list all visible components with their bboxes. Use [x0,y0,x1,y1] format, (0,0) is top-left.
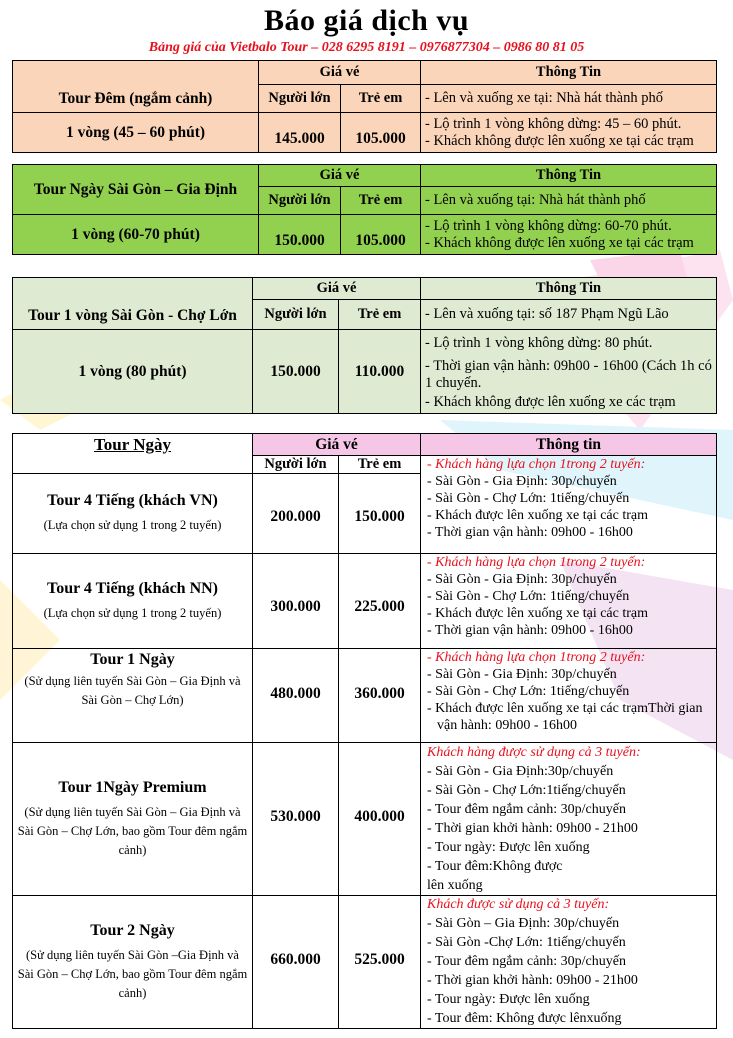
info-line: Khách hàng được sử dụng cả 3 tuyến: [427,745,641,760]
child-price: 105.000 [341,113,421,153]
tour-sg-cl-table [12,277,717,414]
thong-tin-header: Thông Tin [421,278,717,300]
tour-name: Tour 2 Ngày [90,921,175,939]
info-line: - Tour ngày: Được lên xuống [427,840,590,855]
info-line: - Khách hàng lựa chọn 1trong 2 tuyến: [427,650,646,665]
info-line: - Sài Gòn - Chợ Lớn:1tiếng/chuyến [427,783,626,798]
info-cell [421,456,717,554]
info-line: - Lên và xuống xe tại: Nhà hát thành phố [421,85,717,113]
page-title: Báo giá dịch vụ [263,4,470,37]
tour-note: (Sử dụng liên tuyến Sài Gòn – Gia Định và Sài Gòn – Chợ Lớn, bao gồm Tour đêm ngắm cảnh) [17,804,248,857]
tour-cell [13,896,253,1029]
info-line: - Tour đêm:Không được lên xuống [427,859,563,893]
info-line: - Sài Gòn - Chợ Lớn: 1tiếng/chuyến [427,589,630,604]
child-header: Trẻ em [339,300,421,330]
info-line: - Khách không được lên xuống xe tại các trạm [425,234,694,251]
tour-name: Tour 4 Tiếng (khách NN) [46,579,218,597]
info-line: - Tour đêm ngắm cảnh: 30p/chuyến [427,954,626,969]
info-line: - Lên và xuống tại: Nhà hát thành phố [421,187,717,215]
adult-price: 660.000 [253,896,339,1029]
adult-price: 300.000 [253,554,339,649]
adult-header: Người lớn [253,456,339,474]
info-line: - Sài Gòn – Gia Định: 30p/chuyến [427,916,620,931]
tour-cell [13,649,253,743]
adult-price: 200.000 [253,474,339,554]
tour-sg-gd-table [12,164,717,255]
info-cell [421,330,717,414]
child-price: 400.000 [339,743,421,896]
tour-name: Tour 1Ngày Premium [58,778,207,796]
child-price: 110.000 [339,330,421,414]
info-line: - Thời gian vận hành: 09h00 - 16h00 (Cách 1h có 1 chuyến. [425,358,712,391]
info-line: - Sài Gòn - Gia Định: 30p/chuyến [427,572,617,587]
info-line: - Sài Gòn - Chợ Lớn: 1tiếng/chuyến [427,684,630,699]
adult-price: 480.000 [253,649,339,743]
row-label: 1 vòng (60-70 phút) [13,215,259,255]
info-line: Khách được sử dụng cả 3 tuyến: [427,897,610,912]
child-header: Trẻ em [341,85,421,113]
child-price: 225.000 [339,554,421,649]
tour-ngay-table [12,433,717,1029]
info-line: - Khách không được lên xuống xe các trạm [425,394,676,410]
adult-price: 530.000 [253,743,339,896]
child-header: Trẻ em [339,456,421,474]
row-label: 1 vòng (45 – 60 phút) [13,113,259,153]
child-price: 525.000 [339,896,421,1029]
info-cell [421,113,717,153]
tour-cell [13,554,253,649]
tour-name: Tour 1 vòng Sài Gòn - Chợ Lớn [13,278,253,330]
adult-header: Người lớn [253,300,339,330]
info-line: - Tour ngày: Được lên xuống [427,992,590,1007]
tour-note: (Sử dụng liên tuyến Sài Gòn –Gia Định và Sài Gòn – Chợ Lớn, bao gồm Tour đêm ngắm cảnh) [17,947,248,1000]
info-line: - Khách được lên xuống xe tại các trạm [427,606,649,621]
child-price: 150.000 [339,474,421,554]
info-line: - Khách hàng lựa chọn 1trong 2 tuyến: [427,457,646,472]
tour-cell [13,474,253,554]
info-line: - Khách được lên xuống xe tại các trạmThời gian vận hành: 09h00 - 16h00 [427,701,703,733]
info-line: - Lộ trình 1 vòng không dừng: 80 phút. [425,335,653,351]
tour-note: (Sử dụng liên tuyến Sài Gòn – Gia Định và Sài Gòn – Chợ Lớn) [24,674,241,707]
info-line: - Sài Gòn - Chợ Lớn: 1tiếng/chuyến [427,491,630,506]
info-line: - Sài Gòn - Gia Định:30p/chuyến [427,764,614,779]
tour-name: Tour 4 Tiếng (khách VN) [47,492,218,509]
info-line: - Lộ trình 1 vòng không dừng: 60-70 phút. [425,217,672,234]
info-line: - Tour đêm ngắm cảnh: 30p/chuyến [427,802,626,817]
info-line: - Khách không được lên xuống xe tại các trạm [425,132,694,149]
thong-tin-header: Thông Tin [421,165,717,187]
adult-price: 150.000 [253,330,339,414]
child-header: Trẻ em [341,187,421,215]
info-line: - Thời gian khởi hành: 09h00 - 21h00 [427,973,638,988]
info-cell [421,649,717,743]
tour-name: Tour 1 Ngày [90,651,175,668]
info-line: - Khách hàng lựa chọn 1trong 2 tuyến: [427,555,646,570]
tour-dem-table [12,60,717,153]
child-price: 360.000 [339,649,421,743]
info-line: - Sài Gòn - Gia Định: 30p/chuyến [427,474,617,489]
info-line: - Sài Gòn -Chợ Lớn: 1tiếng/chuyến [427,935,626,950]
tour-name: Tour Đêm (ngắm cảnh) [13,61,259,113]
adult-header: Người lớn [259,187,341,215]
adult-header: Người lớn [259,85,341,113]
info-line: - Lộ trình 1 vòng không dừng: 45 – 60 phút. [425,115,682,132]
tour-ngay-header: Tour Ngày [94,435,171,454]
info-line: - Thời gian khởi hành: 09h00 - 21h00 [427,821,638,836]
page-subtitle: Bảng giá của Vietbalo Tour – 028 6295 8191 – 0976877304 – 0986 80 81 05 [148,40,585,55]
info-line: - Sài Gòn - Gia Định: 30p/chuyến [427,667,617,682]
info-cell [421,215,717,255]
tour-note: (Lựa chọn sử dụng 1 trong 2 tuyến) [43,518,222,532]
info-line: - Lên và xuống tại: số 187 Phạm Ngũ Lão [421,300,717,330]
row-label: 1 vòng (80 phút) [13,330,253,414]
gia-ve-header: Giá vé [259,165,421,187]
adult-price: 145.000 [259,113,341,153]
adult-price: 150.000 [259,215,341,255]
thong-tin-header: Thông tin [421,434,717,456]
child-price: 105.000 [341,215,421,255]
table-header-cell [13,434,253,474]
gia-ve-header: Giá vé [253,434,421,456]
info-line: - Khách được lên xuống xe tại các trạm [427,508,649,523]
info-line: - Thời gian vận hành: 09h00 - 16h00 [427,525,633,540]
tour-cell [13,743,253,896]
info-cell [421,743,717,896]
info-line: - Tour đêm: Không được lênxuống [427,1011,622,1026]
tour-name: Tour Ngày Sài Gòn – Gia Định [13,165,259,215]
tour-note: (Lựa chọn sử dụng 1 trong 2 tuyến) [43,605,222,620]
gia-ve-header: Giá vé [253,278,421,300]
thong-tin-header: Thông Tin [421,61,717,85]
gia-ve-header: Giá vé [259,61,421,85]
info-cell [421,554,717,649]
info-line: - Thời gian vận hành: 09h00 - 16h00 [427,623,633,638]
info-cell [421,896,717,1029]
